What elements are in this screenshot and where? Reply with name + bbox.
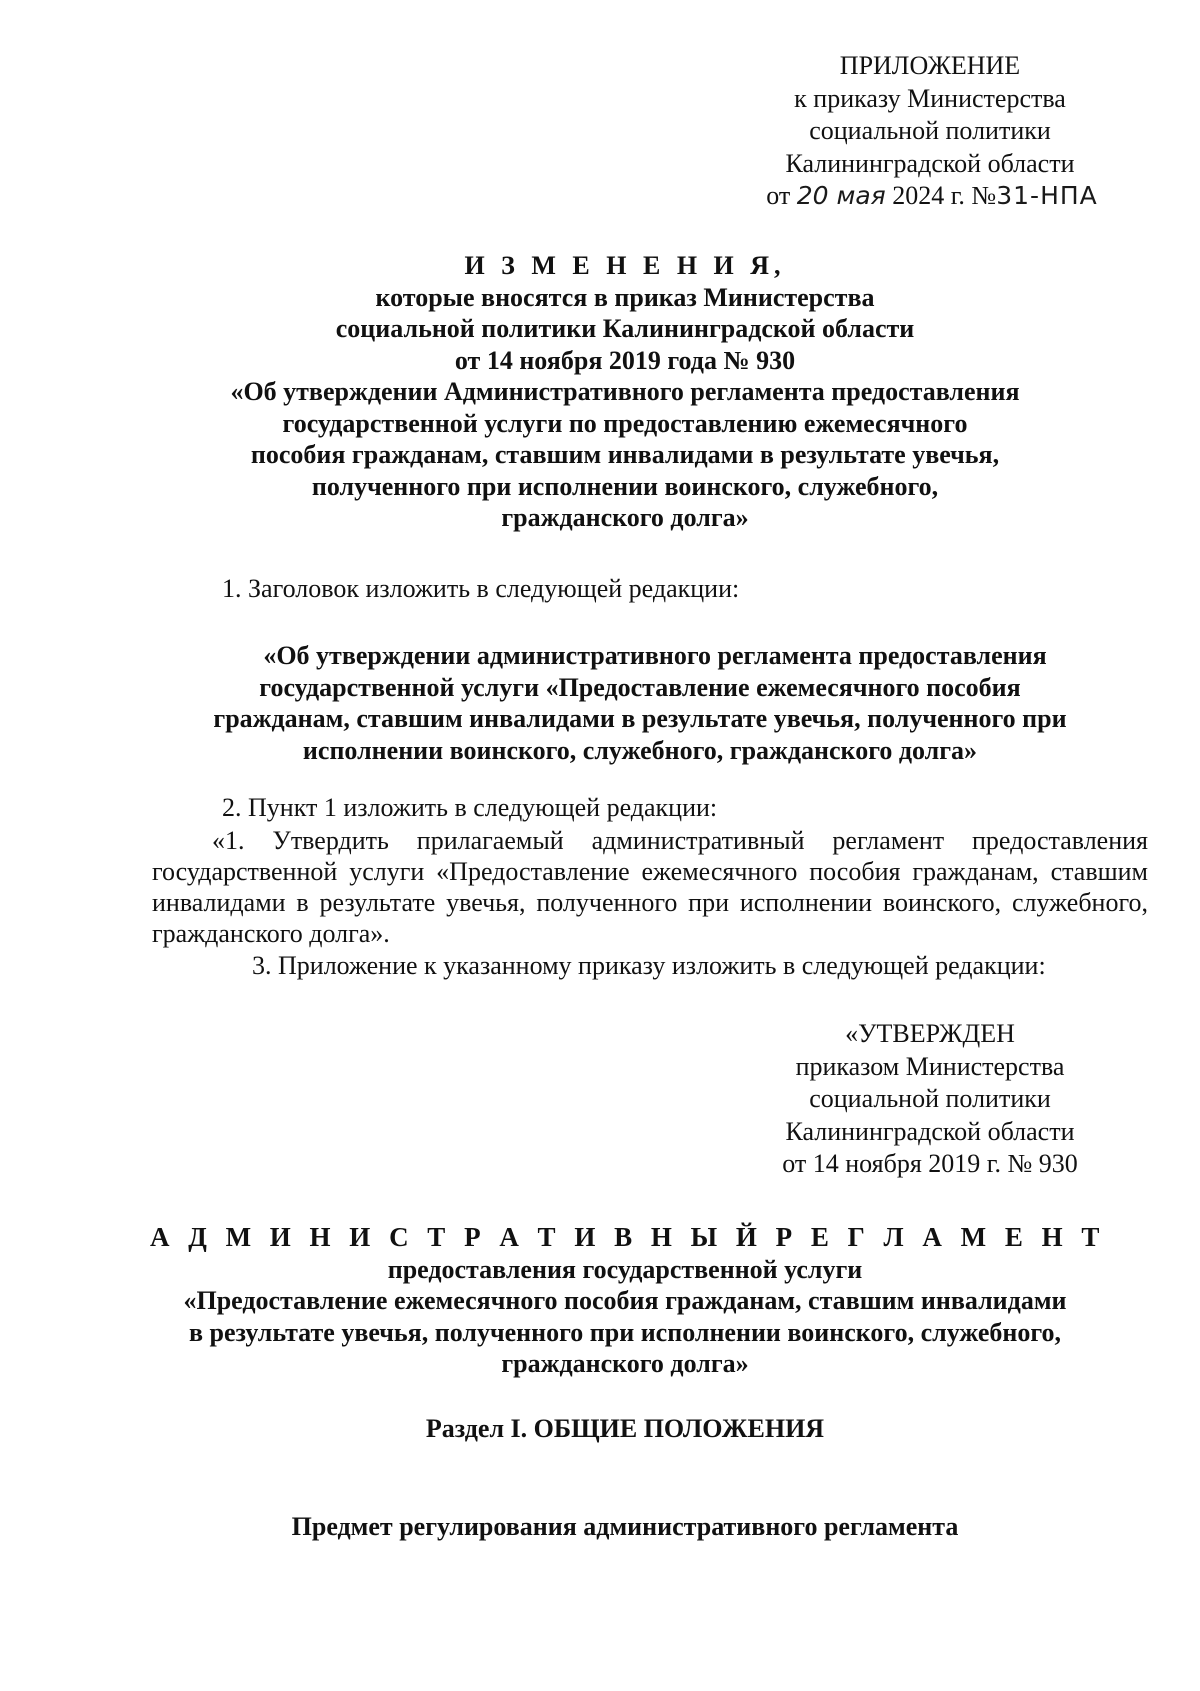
changes-title-line: пособия гражданам, ставшим инвалидами в результате увечья, bbox=[250, 440, 1000, 469]
regulation-title-line: в результате увечья, полученного при исполнении воинского, служебного, bbox=[188, 1317, 1062, 1347]
appendix-block bbox=[760, 50, 1100, 213]
regulation-title bbox=[150, 1222, 1106, 1380]
changes-title-line: социальной политики Калининградской области bbox=[335, 314, 915, 343]
quoted-title bbox=[150, 640, 1130, 766]
approved-line-1: приказом Министерства bbox=[795, 1051, 1065, 1081]
approved-line-4: от 14 ноября 2019 г. № 930 bbox=[782, 1149, 1078, 1178]
appendix-date-line bbox=[762, 180, 1102, 213]
appendix-line-2: социальной политики bbox=[809, 116, 1051, 145]
approved-line-2: социальной политики bbox=[809, 1084, 1051, 1113]
appendix-line-3: Калининградской области bbox=[785, 148, 1075, 178]
changes-title-line: от 14 ноября 2019 года № 930 bbox=[454, 345, 796, 375]
changes-title-line: «Об утверждении Административного регламента предоставления bbox=[230, 377, 1020, 406]
changes-title-line: государственной услуги по предоставлению ежемесячного bbox=[282, 408, 968, 438]
regulation-title-line: «Предоставление ежемесячного пособия гражданам, ставшим инвалидами bbox=[183, 1286, 1067, 1315]
quoted-title-line: исполнении воинского, служебного, гражданского долга» bbox=[302, 735, 978, 765]
item-1: 1. Заголовок изложить в следующей редакции: bbox=[222, 574, 740, 603]
section-title: Раздел I. ОБЩИЕ ПОЛОЖЕНИЯ bbox=[425, 1414, 825, 1443]
quoted-title-line: государственной услуги «Предоставление ежемесячного пособия bbox=[259, 672, 1021, 702]
approved-line-3: Калининградской области bbox=[785, 1116, 1075, 1146]
changes-title-line: гражданского долга» bbox=[501, 503, 749, 532]
changes-title-line: полученного при исполнении воинского, служебного, bbox=[311, 471, 939, 501]
changes-heading: И З М Е Н Е Н И Я, bbox=[464, 251, 786, 280]
date-year: 2024 г. № bbox=[892, 181, 997, 210]
handwritten-order-number: 31-НПА bbox=[996, 181, 1098, 210]
regulation-heading: А Д М И Н И С Т Р А Т И В Н Ы Й Р Е Г Л А М Е Н Т bbox=[150, 1222, 1106, 1252]
item-2: 2. Пункт 1 изложить в следующей редакции: bbox=[222, 793, 718, 822]
regulation-title-line: гражданского долга» bbox=[501, 1349, 749, 1378]
changes-title-line: которые вносятся в приказ Министерства bbox=[375, 282, 875, 312]
approved-block bbox=[760, 1018, 1100, 1181]
appendix-line-1: к приказу Министерства bbox=[794, 83, 1066, 113]
subsection-title: Предмет регулирования административного регламента bbox=[291, 1512, 959, 1541]
item-2-text bbox=[152, 825, 1148, 949]
date-prefix: от bbox=[766, 181, 791, 210]
quoted-title-line: гражданам, ставшим инвалидами в результате увечья, полученного при bbox=[213, 704, 1067, 733]
approved-title: «УТВЕРЖДЕН bbox=[845, 1019, 1015, 1048]
item-3: 3. Приложение к указанному приказу изложить в следующей редакции: bbox=[252, 951, 1046, 980]
changes-title bbox=[150, 250, 1100, 534]
quoted-title-line: «Об утверждении административного регламента предоставления bbox=[263, 641, 1047, 670]
regulation-title-line: предоставления государственной услуги bbox=[387, 1254, 863, 1284]
appendix-title: ПРИЛОЖЕНИЕ bbox=[839, 51, 1021, 80]
item-2-text-content: «1. Утвердить прилагаемый административный регламент предоставления государственной услуги «Предоставление ежемесячного пособия гражданам, ставшим инвалидами в результате увечья, полученного при исполнении воинского, служебного, гражданского долга». bbox=[152, 826, 1148, 948]
handwritten-date: 20 мая bbox=[796, 181, 886, 210]
